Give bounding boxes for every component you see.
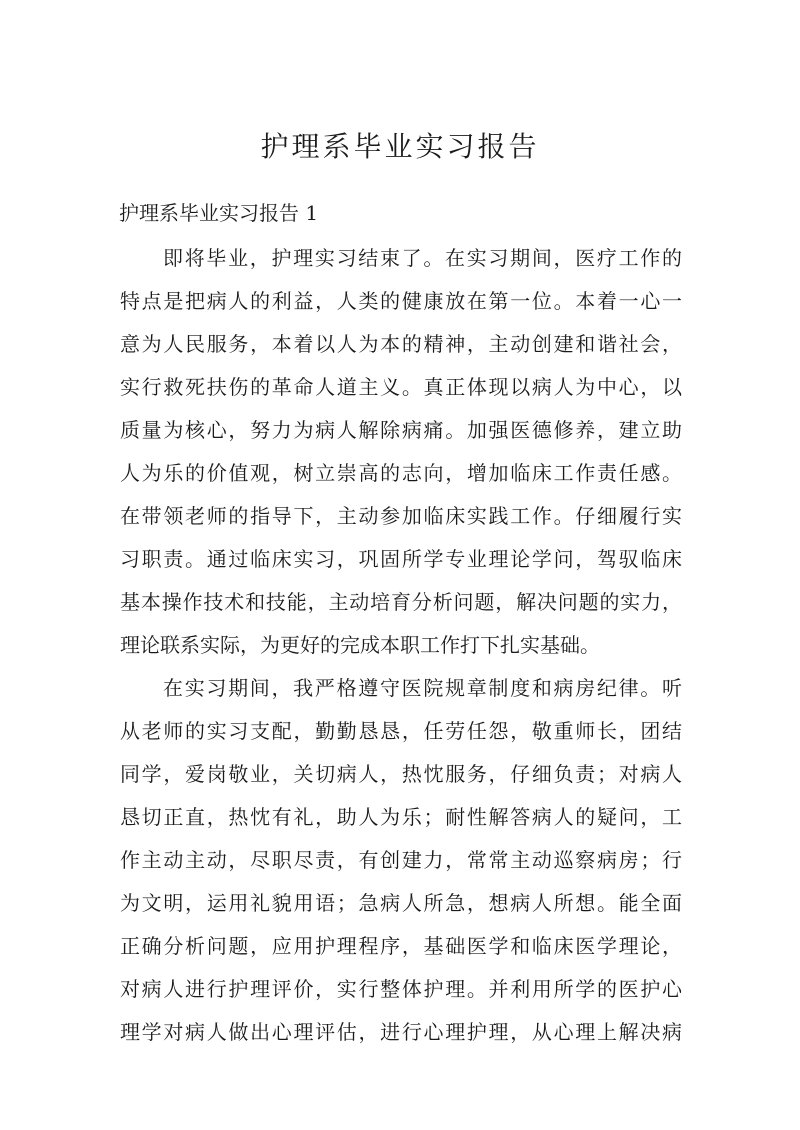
paragraph-line: 实行救死扶伤的革命人道主义。真正体现以病人为中心，以 <box>120 375 682 399</box>
paragraph-line: 为文明，运用礼貌用语；急病人所急，想病人所想。能全面 <box>120 891 682 915</box>
paragraph-line: 同学，爱岗敬业，关切病人，热忱服务，仔细负责；对病人 <box>120 762 682 786</box>
paragraph-line: 对病人进行护理评价，实行整体护理。并利用所学的医护心 <box>120 977 682 1001</box>
section-heading: 护理系毕业实习报告 1 <box>119 201 319 225</box>
paragraph-line: 习职责。通过临床实习，巩固所学专业理论学问，驾驭临床 <box>120 547 682 571</box>
paragraph-line: 基本操作技术和技能，主动培育分析问题，解决问题的实力， <box>120 590 682 614</box>
paragraph-line: 作主动主动，尽职尽责，有创建力，常常主动巡察病房；行 <box>120 848 682 872</box>
paragraph-line: 特点是把病人的利益，人类的健康放在第一位。本着一心一 <box>120 289 682 313</box>
document-title: 护理系毕业实习报告 <box>260 130 540 163</box>
paragraph-line: 理论联系实际，为更好的完成本职工作打下扎实基础。 <box>120 633 600 657</box>
paragraph-line: 意为人民服务，本着以人为本的精神，主动创建和谐社会， <box>120 332 682 356</box>
paragraph-line: 质量为核心，努力为病人解除病痛。加强医德修养，建立助 <box>120 418 682 442</box>
paragraph-line: 正确分析问题，应用护理程序，基础医学和临床医学理论， <box>120 934 682 958</box>
paragraph-line: 从老师的实习支配，勤勤恳恳，任劳任怨，敬重师长，团结 <box>120 719 682 743</box>
paragraph-line: 恳切正直，热忱有礼，助人为乐；耐性解答病人的疑问，工 <box>120 805 682 829</box>
paragraph-line: 理学对病人做出心理评估，进行心理护理，从心理上解决病 <box>120 1020 682 1044</box>
paragraph-line: 即将毕业，护理实习结束了。在实习期间，医疗工作的 <box>163 246 682 270</box>
paragraph-line: 人为乐的价值观，树立崇高的志向，增加临床工作责任感。 <box>120 461 682 485</box>
paragraph-line: 在带领老师的指导下，主动参加临床实践工作。仔细履行实 <box>120 504 682 528</box>
paragraph-line: 在实习期间，我严格遵守医院规章制度和病房纪律。听 <box>163 676 682 700</box>
